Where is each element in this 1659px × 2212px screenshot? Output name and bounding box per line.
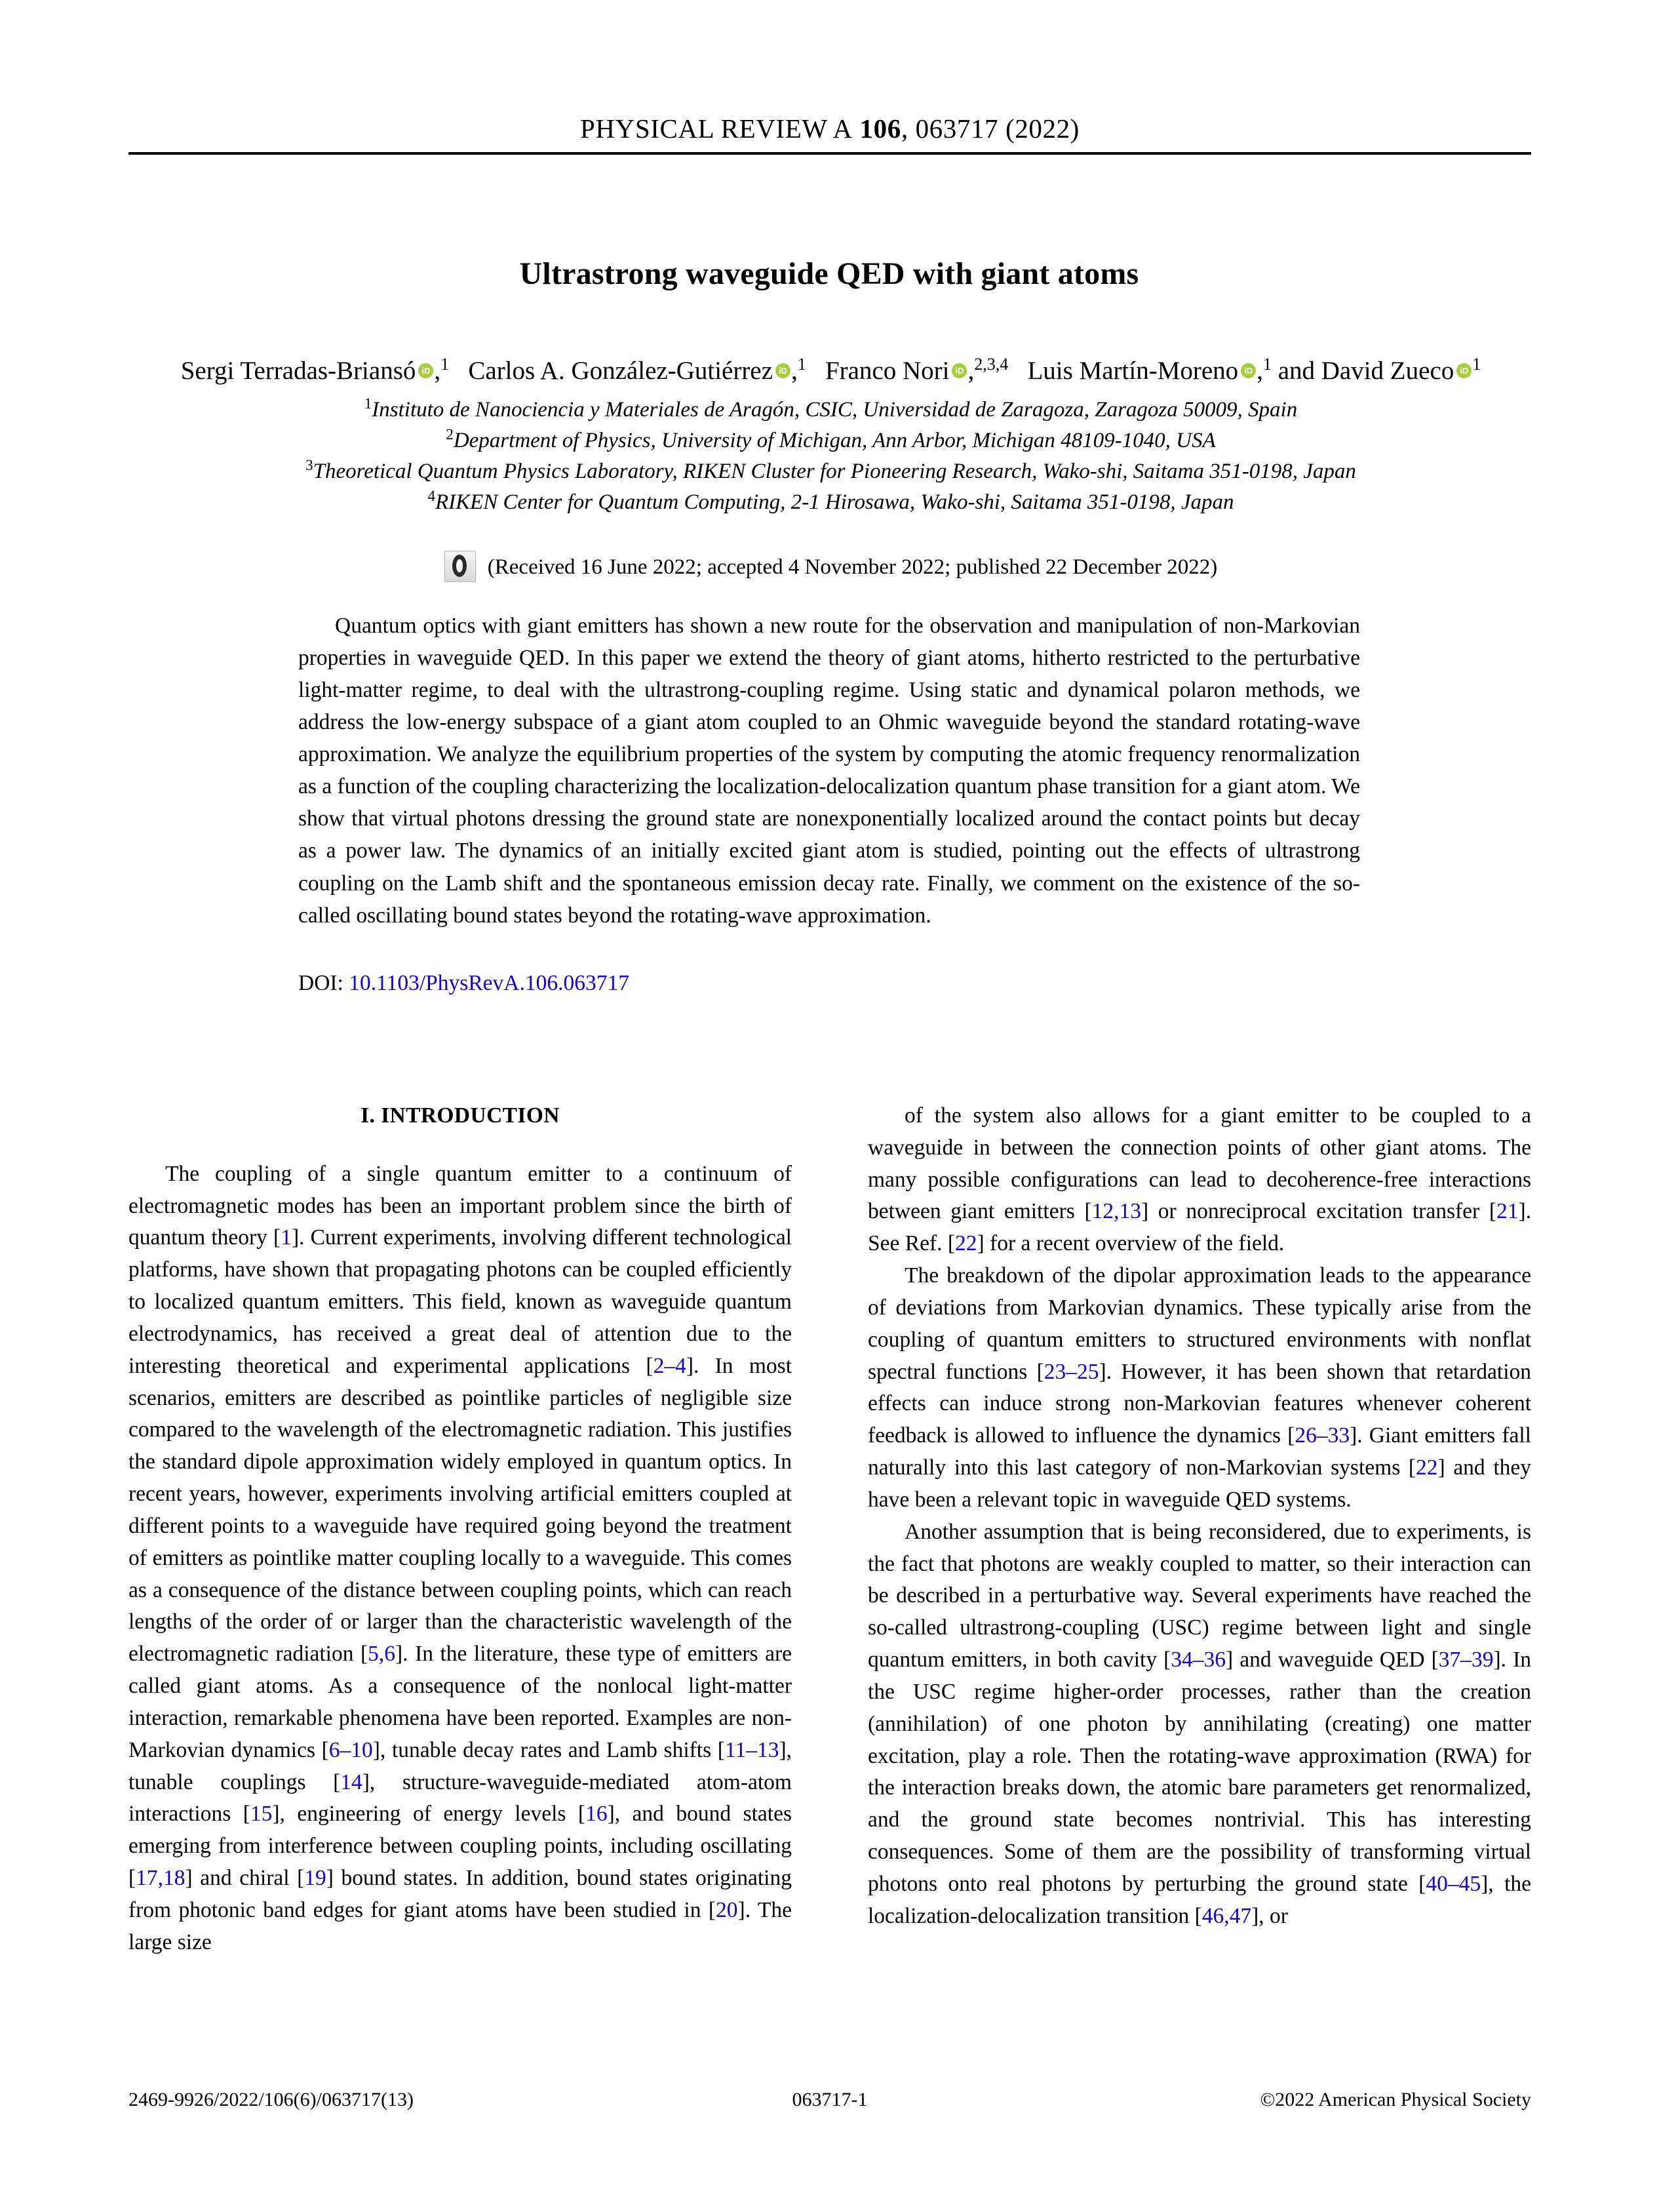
footer-page-number: 063717-1 xyxy=(792,2089,868,2110)
author-affil-marker: 2,3,4 xyxy=(974,355,1009,374)
citation-link[interactable]: 26–33 xyxy=(1295,1423,1350,1448)
orcid-icon[interactable] xyxy=(1456,363,1472,378)
running-head xyxy=(128,113,1531,144)
citation-link[interactable]: 34–36 xyxy=(1171,1648,1226,1672)
affiliation-marker: 4 xyxy=(427,487,435,504)
affiliation-item xyxy=(105,395,1557,425)
paragraph: The coupling of a single quantum emitter to a continuum of electromagnetic modes has been an important problem since the birth of quantum theory [1]. Current experiments, involving different technological platforms, have shown that propagating photons can be coupled efficiently to localized quantum emitters. This field, known as waveguide quantum electrodynamics, has received a great deal of attention due to the interesting theoretical and experimental applications [2–4]. In most scenarios, emitters are described as pointlike particles of negligible size compared to the wavelength of the electromagnetic radiation. This justifies the standard dipole approximation widely employed in quantum optics. In recent years, however, experiments involving artificial emitters coupled at different points to a waveguide have required going beyond the treatment of emitters as pointlike matter coupling locally to a waveguide. This comes as a consequence of the distance between coupling points, which can reach lengths of the order of or larger than the characteristic wavelength of the electromagnetic radiation [5,6]. In the literature, these type of emitters are called giant atoms. As a consequence of the nonlocal light-matter interaction, remarkable phenomena have been reported. Examples are non-Markovian dynamics [6–10], tunable decay rates and Lamb shifts [11–13], tunable couplings [14], structure-waveguide-mediated atom-atom interactions [15], engineering of energy levels [16], and bound states emerging from interference between coupling points, including oscillating [17,18] and chiral [19] bound states. In addition, bound states originating from photonic band edges for giant atoms have been studied in [20]. The large size xyxy=(128,1161,792,1954)
author-comma: , xyxy=(967,357,975,385)
crossmark-icon[interactable] xyxy=(444,551,476,582)
journal-comma: , xyxy=(901,113,916,144)
journal-year-spacer xyxy=(998,113,1005,144)
affiliation-marker: 3 xyxy=(305,456,313,473)
author-sep xyxy=(1015,357,1021,385)
affiliation-marker: 1 xyxy=(364,395,372,412)
journal-spacer xyxy=(853,113,860,144)
author-name: Franco Nori xyxy=(825,357,950,385)
header-rule xyxy=(128,152,1531,155)
author-affil-marker: 1 xyxy=(440,355,450,374)
author-affil-marker: 1 xyxy=(1262,355,1272,374)
affiliation-list xyxy=(105,395,1557,517)
affiliation-text: Theoretical Quantum Physics Laboratory, RIKEN Cluster for Pioneering Research, Wako-shi, Saitama 351-0198, Japan xyxy=(313,459,1356,483)
page-title: Ultrastrong waveguide QED with giant atoms xyxy=(519,256,1139,291)
journal-article-number: 063717 xyxy=(915,113,999,144)
author-list xyxy=(105,355,1557,387)
footer-issn: 2469-9926/2022/106(6)/063717(13) xyxy=(128,2089,414,2110)
affiliation-item xyxy=(105,487,1557,518)
affiliation-text: Instituto de Nanociencia y Materiales de Aragón, CSIC, Universidad de Zaragoza, Zaragoza 50009, Spain xyxy=(372,398,1298,422)
affiliation-text: RIKEN Center for Quantum Computing, 2-1 Hirosawa, Wako-shi, Saitama 351-0198, Japan xyxy=(435,490,1234,514)
author-conjunction: and xyxy=(1278,357,1315,385)
doi-line xyxy=(298,971,1360,996)
citation-link[interactable]: 5,6 xyxy=(368,1642,396,1667)
author-sep xyxy=(456,357,462,385)
author-comma: , xyxy=(434,357,441,385)
citation-link[interactable]: 37–39 xyxy=(1438,1648,1494,1672)
citation-link[interactable]: 14 xyxy=(340,1769,362,1794)
author-entry xyxy=(468,357,806,385)
author-name: Luis Martín-Moreno xyxy=(1027,357,1239,385)
orcid-icon[interactable] xyxy=(952,363,967,378)
column-left xyxy=(128,1100,792,2064)
journal-name: PHYSICAL REVIEW A xyxy=(580,113,853,144)
citation-link[interactable]: 17,18 xyxy=(136,1866,185,1891)
citation-link[interactable]: 46,47 xyxy=(1201,1903,1252,1928)
author-sep xyxy=(812,357,819,385)
citation-link[interactable]: 12,13 xyxy=(1091,1199,1141,1224)
author-affil-marker: 1 xyxy=(1472,355,1481,374)
dates-text: (Received 16 June 2022; accepted 4 November 2022; published 22 December 2022) xyxy=(487,555,1218,579)
orcid-icon[interactable] xyxy=(775,363,790,378)
column-right xyxy=(868,1100,1531,2064)
paragraph: of the system also allows for a giant emitter to be coupled to a waveguide in between the connection points of other giant atoms. The many possible configurations can lead to decoherence-free interactions between giant emitters [12,13] or nonreciprocal excitation transfer [21]. See Ref. [22] for a recent overview of the field. xyxy=(868,1103,1532,1256)
affiliation-item xyxy=(105,456,1557,487)
body-columns xyxy=(128,1100,1531,2064)
orcid-icon[interactable] xyxy=(418,363,433,378)
citation-link[interactable]: 19 xyxy=(304,1866,326,1891)
author-affil-marker: 1 xyxy=(797,355,806,374)
citation-link[interactable]: 22 xyxy=(1416,1455,1438,1480)
section-heading-introduction: I. INTRODUCTION xyxy=(361,1103,560,1128)
citation-link[interactable]: 11–13 xyxy=(724,1737,779,1762)
paragraph: The breakdown of the dipolar approximation leads to the appearance of deviations from Markovian dynamics. These typically arise from the coupling of quantum emitters to structured environments with nonflat spectral functions [23–25]. However, it has been shown that retardation effects can induce strong non-Markovian features whenever coherent feedback is allowed to influence the dynamics [26–33]. Giant emitters fall naturally into this last category of non-Markovian systems [22] and they have been a relevant topic in waveguide QED systems. xyxy=(868,1263,1531,1512)
author-entry xyxy=(181,357,449,385)
citation-link[interactable]: 40–45 xyxy=(1426,1871,1481,1896)
publication-dates xyxy=(105,551,1557,582)
author-name: Carlos A. González-Gutiérrez xyxy=(468,357,773,385)
footer-copyright: ©2022 American Physical Society xyxy=(1260,2089,1531,2110)
author-name: Sergi Terradas-Briansó xyxy=(180,357,416,385)
author-entry xyxy=(1027,357,1271,385)
paragraph: Another assumption that is being reconsidered, due to experiments, is the fact that photons are weakly coupled to matter, so their interaction can be described in a perturbative way. Several experiments have reached the so-called ultrastrong-coupling (USC) regime between light and single quantum emitters, in both cavity [34–36] and waveguide QED [37–39]. In the USC regime higher-order processes, rather than the creation (annihilation) of one photon by annihilating (creating) one matter excitation, play a role. Then the rotating-wave approximation (RWA) for the interaction breaks down, the atomic bare parameters get renormalized, and the ground state becomes nontrivial. This has interesting consequences. Some of them are the possibility of transforming virtual photons onto real photons by perturbing the ground state [40–45], the localization-delocalization transition [46,47], or xyxy=(868,1519,1531,1928)
citation-link[interactable]: 6–10 xyxy=(328,1737,373,1762)
affiliation-item xyxy=(105,425,1557,456)
citation-link[interactable]: 23–25 xyxy=(1044,1359,1099,1384)
citation-link[interactable]: 2–4 xyxy=(653,1353,686,1378)
doi-link[interactable]: 10.1103/PhysRevA.106.063717 xyxy=(349,971,629,995)
citation-link[interactable]: 20 xyxy=(716,1897,738,1922)
author-comma: , xyxy=(1257,357,1263,385)
citation-link[interactable]: 22 xyxy=(955,1231,977,1256)
doi-label: DOI: xyxy=(298,971,343,995)
orcid-icon[interactable] xyxy=(1241,363,1256,378)
affiliation-text: Department of Physics, University of Michigan, Ann Arbor, Michigan 48109-1040, USA xyxy=(453,428,1216,452)
citation-link[interactable]: 1 xyxy=(281,1225,292,1250)
author-entry xyxy=(825,357,1008,385)
author-comma: , xyxy=(790,357,798,385)
journal-volume: 106 xyxy=(859,113,901,144)
author-entry xyxy=(1321,357,1481,385)
citation-link[interactable]: 21 xyxy=(1496,1199,1519,1224)
citation-link[interactable]: 16 xyxy=(585,1802,608,1827)
citation-link[interactable]: 15 xyxy=(250,1802,273,1827)
author-name: David Zueco xyxy=(1321,357,1454,385)
journal-year: (2022) xyxy=(1005,113,1080,144)
affiliation-marker: 2 xyxy=(446,425,454,443)
abstract: Quantum optics with giant emitters has shown a new route for the observation and manipulation of non-Markovian properties in waveguide QED. In this paper we extend the theory of giant atoms, hitherto restricted to the perturbative light-matter regime, to deal with the ultrastrong-coupling regime. Using static and dynamical polaron methods, we address the low-energy subspace of a giant atom coupled to an Ohmic waveguide beyond the standard rotating-wave approximation. We analyze the equilibrium properties of the system by computing the atomic frequency renormalization as a function of the coupling characterizing the localization-delocalization quantum phase transition for a giant atom. We show that virtual photons dressing the ground state are nonexponentially localized around the contact points but decay as a power law. The dynamics of an initially excited giant atom is studied, pointing out the effects of ultrastrong coupling on the Lamb shift and the spontaneous emission decay rate. Finally, we comment on the existence of the so-called oscillating bound states beyond the rotating-wave approximation. xyxy=(298,614,1360,928)
